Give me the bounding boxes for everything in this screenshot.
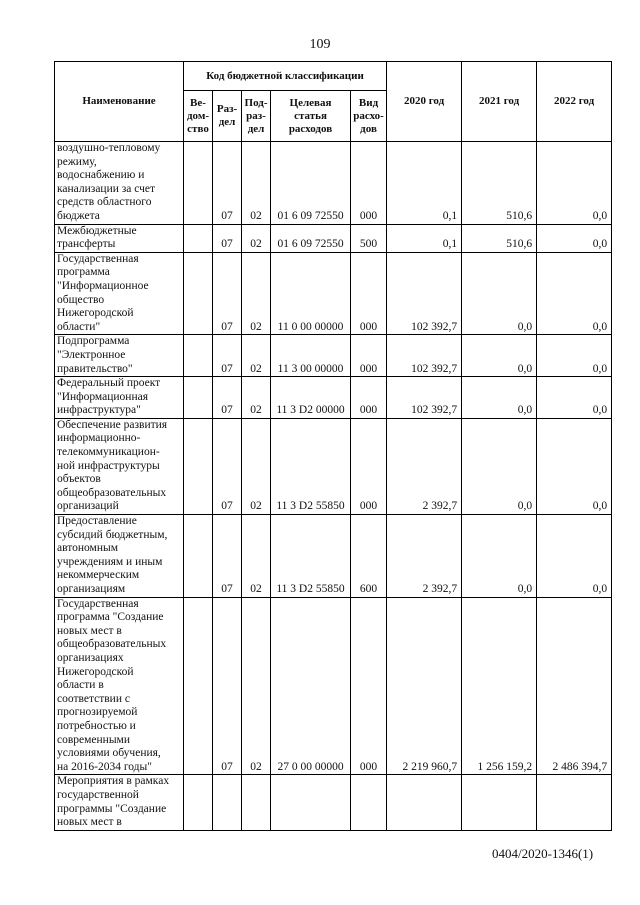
header-code-group: Код бюджетной классификации — [184, 62, 387, 91]
cell-target: 11 0 00 00000 — [271, 252, 351, 335]
row-name — [55, 775, 184, 830]
cell-section: 07 — [213, 418, 242, 514]
table-row — [55, 224, 612, 252]
cell-subsection: 02 — [242, 377, 271, 419]
row-name-line: государственной — [57, 788, 139, 801]
row-name-line: на 2016-2034 годы" — [57, 760, 152, 773]
table-row — [55, 377, 612, 419]
cell-department — [184, 597, 213, 775]
table-body — [55, 142, 612, 831]
cell-expense-type: 000 — [351, 377, 387, 419]
row-name-line: прогнозируемой — [57, 706, 138, 719]
header-section: Раз- дел — [213, 91, 242, 142]
table-row — [55, 418, 612, 514]
row-name-line: правительство" — [57, 362, 133, 375]
row-name — [55, 224, 184, 252]
row-name-line: общество — [57, 293, 105, 306]
row-name-line: автономным — [57, 542, 118, 555]
cell-amount-2021 — [462, 775, 537, 830]
cell-amount-2022: 0,0 — [537, 252, 612, 335]
row-name-line: программа — [57, 266, 110, 279]
header-subsection: Под- раз- дел — [242, 91, 271, 142]
row-name-line: канализации за счет — [57, 182, 156, 195]
cell-subsection: 02 — [242, 224, 271, 252]
row-name — [55, 142, 184, 225]
cell-amount-2022: 0,0 — [537, 418, 612, 514]
cell-target: 11 3 00 00000 — [271, 335, 351, 377]
cell-department — [184, 418, 213, 514]
cell-amount-2021: 1 256 159,2 — [462, 597, 537, 775]
cell-subsection: 02 — [242, 597, 271, 775]
cell-subsection: 02 — [242, 515, 271, 598]
row-name-line: Межбюджетные — [57, 224, 137, 237]
cell-subsection: 02 — [242, 418, 271, 514]
cell-target: 01 6 09 72550 — [271, 142, 351, 225]
cell-target — [271, 775, 351, 830]
cell-department — [184, 252, 213, 335]
cell-amount-2020: 0,1 — [387, 142, 462, 225]
table-row — [55, 597, 612, 775]
header-department: Ве- дом- ство — [184, 91, 213, 142]
cell-subsection: 02 — [242, 335, 271, 377]
row-name-line: Федеральный проект — [57, 377, 161, 390]
cell-amount-2021: 510,6 — [462, 224, 537, 252]
row-name-line: Предоставление — [57, 515, 137, 528]
cell-section: 07 — [213, 335, 242, 377]
cell-expense-type — [351, 775, 387, 830]
row-name-line: Мероприятия в рамках — [57, 775, 170, 788]
cell-amount-2020: 2 219 960,7 — [387, 597, 462, 775]
header-target: Целевая статья расходов — [271, 91, 351, 142]
row-name-line: Обеспечение развития — [57, 418, 168, 431]
row-name-line: бюджета — [57, 209, 100, 222]
cell-amount-2020 — [387, 775, 462, 830]
row-name-line: соответствии с — [57, 692, 130, 705]
cell-amount-2021: 0,0 — [462, 515, 537, 598]
cell-subsection: 02 — [242, 252, 271, 335]
row-name-line: организаций — [57, 500, 119, 513]
cell-amount-2021: 510,6 — [462, 142, 537, 225]
row-name-line: учреждениям и иным — [57, 555, 163, 568]
row-name-line: "Информационное — [57, 279, 149, 292]
table-row — [55, 252, 612, 335]
cell-target: 11 3 D2 00000 — [271, 377, 351, 419]
row-name-line: общеобразовательных — [57, 638, 167, 651]
row-name — [55, 515, 184, 598]
cell-department — [184, 775, 213, 830]
cell-section: 07 — [213, 597, 242, 775]
cell-section — [213, 775, 242, 830]
row-name-line: Нижегородской — [57, 307, 134, 320]
row-name-line: современными — [57, 733, 130, 746]
header-2021: 2021 год — [462, 62, 537, 142]
row-name-line: режиму, — [57, 155, 97, 168]
row-name-line: информационно- — [57, 432, 141, 445]
row-name-line: области" — [57, 320, 101, 333]
cell-target: 11 3 D2 55850 — [271, 515, 351, 598]
row-name-line: общеобразовательных — [57, 486, 167, 499]
row-name — [55, 377, 184, 419]
budget-table — [54, 61, 612, 831]
row-name-line: средств областного — [57, 196, 152, 209]
cell-target: 01 6 09 72550 — [271, 224, 351, 252]
table-row — [55, 775, 612, 830]
cell-section: 07 — [213, 377, 242, 419]
table-row — [55, 335, 612, 377]
cell-amount-2021: 0,0 — [462, 377, 537, 419]
cell-section: 07 — [213, 142, 242, 225]
header-2022: 2022 год — [537, 62, 612, 142]
cell-amount-2020: 2 392,7 — [387, 515, 462, 598]
cell-department — [184, 377, 213, 419]
row-name — [55, 335, 184, 377]
row-name-line: новых мест в — [57, 624, 122, 637]
row-name-line: инфраструктура" — [57, 404, 141, 417]
cell-amount-2020: 102 392,7 — [387, 252, 462, 335]
row-name-line: Государственная — [57, 252, 139, 265]
cell-amount-2022: 0,0 — [537, 377, 612, 419]
row-name-line: водоснабжению и — [57, 169, 145, 182]
header-2020: 2020 год — [387, 62, 462, 142]
cell-amount-2020: 102 392,7 — [387, 377, 462, 419]
row-name-line: программа "Создание — [57, 611, 164, 624]
cell-amount-2022: 2 486 394,7 — [537, 597, 612, 775]
cell-target: 27 0 00 00000 — [271, 597, 351, 775]
cell-amount-2021: 0,0 — [462, 252, 537, 335]
cell-amount-2021: 0,0 — [462, 418, 537, 514]
cell-target: 11 3 D2 55850 — [271, 418, 351, 514]
cell-expense-type: 600 — [351, 515, 387, 598]
cell-expense-type: 000 — [351, 418, 387, 514]
header-expense-type: Вид расхо- дов — [351, 91, 387, 142]
row-name-line: Государственная — [57, 597, 139, 610]
row-name-line: новых мест в — [57, 816, 122, 829]
row-name-line: объектов — [57, 473, 101, 486]
row-name-line: организациям — [57, 583, 126, 595]
cell-amount-2022: 0,0 — [537, 224, 612, 252]
row-name-line: программы "Создание — [57, 802, 167, 815]
header-name: Наименование — [55, 62, 184, 142]
row-name-line: ной инфраструктуры — [57, 459, 160, 472]
cell-section: 07 — [213, 224, 242, 252]
cell-expense-type: 000 — [351, 597, 387, 775]
cell-expense-type: 000 — [351, 335, 387, 377]
cell-section: 07 — [213, 252, 242, 335]
row-name-line: воздушно-тепловому — [57, 142, 161, 154]
row-name-line: "Электронное — [57, 348, 126, 361]
row-name-line: некоммерческим — [57, 569, 140, 582]
cell-subsection: 02 — [242, 142, 271, 225]
page-number: 109 — [309, 37, 331, 52]
cell-expense-type: 000 — [351, 142, 387, 225]
row-name-line: потребностью и — [57, 719, 136, 732]
cell-section: 07 — [213, 515, 242, 598]
cell-amount-2020: 2 392,7 — [387, 418, 462, 514]
document-code: 0404/2020-1346(1) — [492, 846, 594, 861]
cell-amount-2021: 0,0 — [462, 335, 537, 377]
row-name — [55, 597, 184, 775]
cell-department — [184, 335, 213, 377]
cell-amount-2022: 0,0 — [537, 335, 612, 377]
row-name-line: телекоммуникацион- — [57, 446, 160, 459]
table-row — [55, 515, 612, 598]
row-name-line: Нижегородской — [57, 665, 134, 678]
cell-amount-2022 — [537, 775, 612, 830]
cell-amount-2020: 0,1 — [387, 224, 462, 252]
row-name — [55, 252, 184, 335]
row-name-line: субсидий бюджетным, — [57, 528, 168, 541]
row-name — [55, 418, 184, 514]
cell-amount-2022: 0,0 — [537, 515, 612, 598]
table-row — [55, 142, 612, 225]
row-name-line: Подпрограмма — [57, 335, 130, 348]
cell-department — [184, 515, 213, 598]
cell-department — [184, 142, 213, 225]
cell-expense-type: 500 — [351, 224, 387, 252]
cell-expense-type: 000 — [351, 252, 387, 335]
cell-subsection — [242, 775, 271, 830]
cell-amount-2020: 102 392,7 — [387, 335, 462, 377]
row-name-line: трансферты — [57, 238, 116, 251]
row-name-line: "Информационная — [57, 390, 148, 403]
cell-department — [184, 224, 213, 252]
row-name-line: области в — [57, 679, 104, 692]
row-name-line: условиями обучения, — [57, 747, 161, 760]
cell-amount-2022: 0,0 — [537, 142, 612, 225]
row-name-line: организациях — [57, 651, 124, 664]
